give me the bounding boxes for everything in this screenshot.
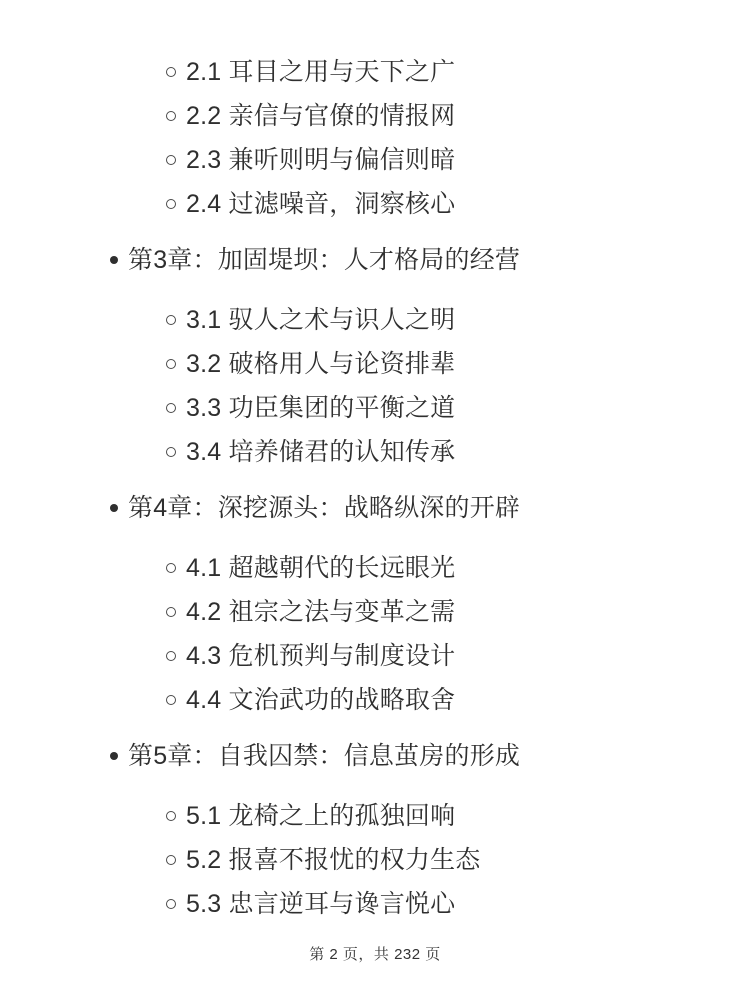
toc-subitem [186,182,730,226]
circle-bullet-icon [166,563,176,573]
toc-subitem-label: 4.4 文治武功的战略取舍 [186,686,456,714]
page-footer [0,944,750,966]
toc-subitem [186,50,730,94]
toc-subitem-label: 4.3 危机预判与制度设计 [186,642,456,670]
disc-bullet-icon [110,752,118,760]
toc-subitem-label: 2.4 过滤噪音，洞察核心 [186,190,456,218]
toc-sublist [128,530,730,724]
toc-subitem [186,298,730,342]
circle-bullet-icon [166,811,176,821]
circle-bullet-icon [166,447,176,457]
toc-subitem-label: 2.1 耳目之用与天下之广 [186,58,456,86]
toc-subitem [186,794,730,838]
toc-sublist [128,778,730,928]
toc-subitem-label: 5.2 报喜不报忧的权力生态 [186,846,481,874]
disc-bullet-icon [110,504,118,512]
toc-subitem [186,430,730,474]
toc-sublist [128,50,730,228]
toc-subitem [186,138,730,182]
circle-bullet-icon [166,315,176,325]
toc-chapter-item [128,228,730,476]
circle-bullet-icon [166,155,176,165]
toc-chapter-label: 第4章：深挖源头：战略纵深的开辟 [128,494,521,522]
toc-subitem [186,546,730,590]
toc-subitem-label: 3.4 培养储君的认知传承 [186,438,456,466]
toc-subitem [186,882,730,926]
circle-bullet-icon [166,359,176,369]
toc-subitem-label: 5.1 龙椅之上的孤独回响 [186,802,456,830]
toc-chapter-list [128,476,730,724]
toc-chapter-list [128,724,730,928]
toc-subitem-label: 2.2 亲信与官僚的情报网 [186,102,456,130]
toc-subitem [186,634,730,678]
toc-subitem-label: 5.3 忠言逆耳与谗言悦心 [186,890,456,918]
circle-bullet-icon [166,403,176,413]
circle-bullet-icon [166,899,176,909]
table-of-contents [128,0,730,928]
disc-bullet-icon [110,256,118,264]
circle-bullet-icon [166,607,176,617]
circle-bullet-icon [166,695,176,705]
page-indicator: 第 2 页，共 232 页 [309,946,441,963]
toc-chapter-label: 第3章：加固堤坝：人才格局的经营 [128,246,521,274]
toc-chapter-item [128,476,730,724]
toc-subitem-label: 3.2 破格用人与论资排辈 [186,350,456,378]
circle-bullet-icon [166,199,176,209]
toc-subitem-label: 4.1 超越朝代的长远眼光 [186,554,456,582]
toc-subitem-label: 3.3 功臣集团的平衡之道 [186,394,456,422]
toc-subitem [186,342,730,386]
toc-subitem [186,838,730,882]
circle-bullet-icon [166,651,176,661]
toc-sublist [128,282,730,476]
circle-bullet-icon [166,67,176,77]
circle-bullet-icon [166,855,176,865]
toc-chapter-list [128,228,730,476]
toc-subitem [186,678,730,722]
toc-subitem-label: 3.1 驭人之术与识人之明 [186,306,456,334]
toc-subitem [186,94,730,138]
toc-subitem-label: 2.3 兼听则明与偏信则暗 [186,146,456,174]
circle-bullet-icon [166,111,176,121]
toc-subitem-label: 4.2 祖宗之法与变革之需 [186,598,456,626]
toc-subitem [186,590,730,634]
toc-subitem [186,386,730,430]
toc-chapter-label: 第5章：自我囚禁：信息茧房的形成 [128,742,521,770]
toc-chapter-item [128,724,730,928]
